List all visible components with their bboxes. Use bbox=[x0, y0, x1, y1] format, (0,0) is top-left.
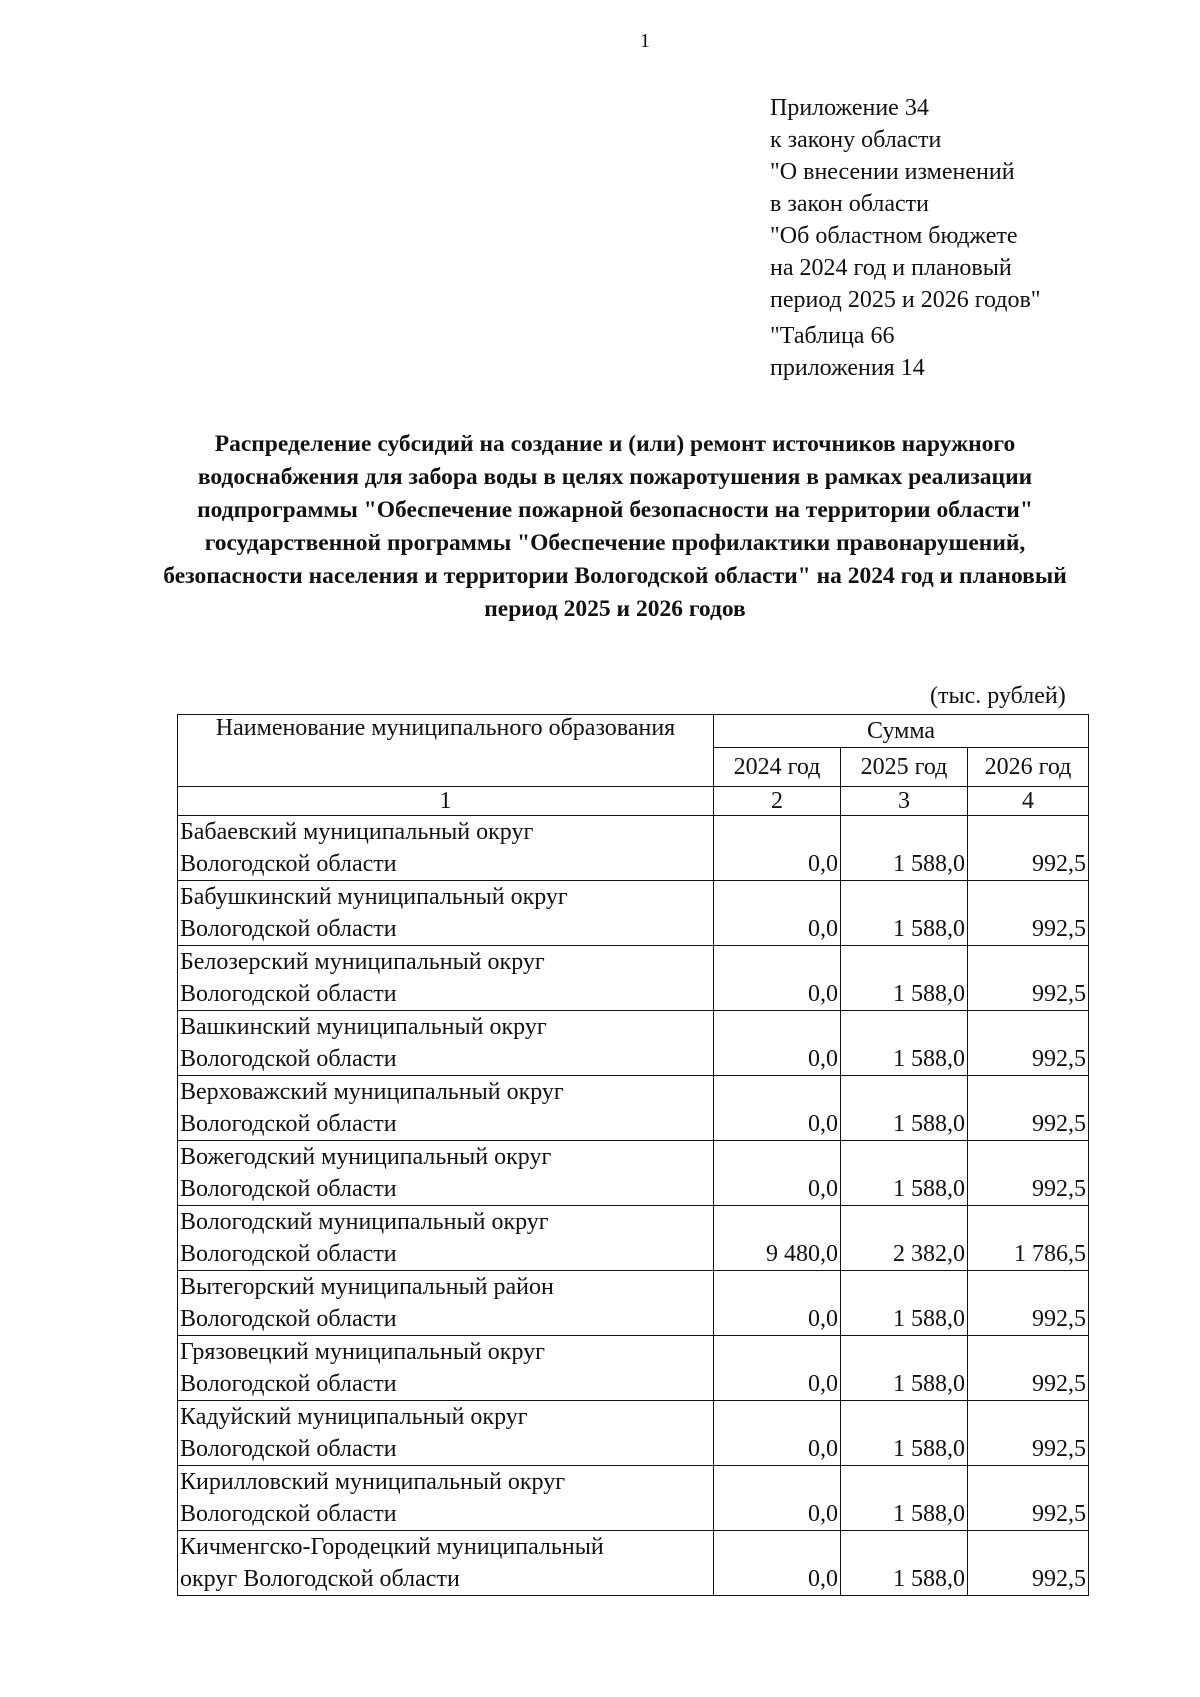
value-2026: 992,5 bbox=[968, 881, 1089, 946]
value-2024: 0,0 bbox=[714, 1141, 841, 1206]
table-row bbox=[178, 1466, 1089, 1531]
value-2025: 1 588,0 bbox=[841, 816, 968, 881]
value-2024: 0,0 bbox=[714, 1401, 841, 1466]
header-sum: Сумма bbox=[714, 715, 1089, 748]
municipality-name: Кичменгско-Городецкий муниципальный округ Вологодской области bbox=[178, 1531, 714, 1596]
table-row bbox=[178, 1141, 1089, 1206]
value-2024: 0,0 bbox=[714, 1076, 841, 1141]
page-number: 1 bbox=[640, 30, 650, 52]
value-2026: 992,5 bbox=[968, 1271, 1089, 1336]
value-2026: 992,5 bbox=[968, 1401, 1089, 1466]
appendix-line: к закону области bbox=[770, 127, 942, 153]
appendix-reference bbox=[770, 92, 1041, 384]
table-row bbox=[178, 1206, 1089, 1271]
value-2026: 992,5 bbox=[968, 816, 1089, 881]
municipality-name: Вологодский муниципальный округ Вологодской области bbox=[178, 1206, 714, 1271]
municipality-name: Верховажский муниципальный округ Вологодской области bbox=[178, 1076, 714, 1141]
value-2026: 992,5 bbox=[968, 1011, 1089, 1076]
appendix-line: на 2024 год и плановый bbox=[770, 255, 1012, 281]
appendix-line: в закон области bbox=[770, 191, 929, 217]
column-number: 3 bbox=[841, 787, 968, 816]
table-row bbox=[178, 1271, 1089, 1336]
value-2026: 992,5 bbox=[968, 1531, 1089, 1596]
value-2025: 1 588,0 bbox=[841, 1076, 968, 1141]
municipality-name: Грязовецкий муниципальный округ Вологодской области bbox=[178, 1336, 714, 1401]
value-2025: 1 588,0 bbox=[841, 1271, 968, 1336]
value-2026: 992,5 bbox=[968, 1141, 1089, 1206]
value-2026: 992,5 bbox=[968, 1336, 1089, 1401]
value-2025: 1 588,0 bbox=[841, 1141, 968, 1206]
column-number: 2 bbox=[714, 787, 841, 816]
value-2026: 992,5 bbox=[968, 1076, 1089, 1141]
value-2025: 1 588,0 bbox=[841, 1531, 968, 1596]
table-row bbox=[178, 1011, 1089, 1076]
header-municipality: Наименование муниципального образования bbox=[178, 715, 714, 787]
value-2026: 992,5 bbox=[968, 1466, 1089, 1531]
column-number: 4 bbox=[968, 787, 1089, 816]
appendix-line: период 2025 и 2026 годов" bbox=[770, 287, 1041, 313]
municipality-name: Бабушкинский муниципальный округ Вологодской области bbox=[178, 881, 714, 946]
value-2025: 1 588,0 bbox=[841, 1466, 968, 1531]
value-2025: 1 588,0 bbox=[841, 1401, 968, 1466]
document-title: Распределение субсидий на создание и (или) ремонт источников наружного водоснабжения для забора воды в целях пожаротушения в рамках реализации подпрограммы "Обеспечение пожарной безопасности на территории области" государственной программы "Обеспечение профилактики правонарушений, безопасности населения и территории Вологодской области" на 2024 год и плановый период 2025 и 2026 годов bbox=[163, 431, 1067, 622]
subsidy-table bbox=[177, 714, 1089, 1596]
value-2025: 1 588,0 bbox=[841, 1336, 968, 1401]
table-row bbox=[178, 816, 1089, 881]
table-row bbox=[178, 1531, 1089, 1596]
value-2024: 0,0 bbox=[714, 1271, 841, 1336]
value-2024: 0,0 bbox=[714, 1531, 841, 1596]
table-row bbox=[178, 1336, 1089, 1401]
municipality-name: Бабаевский муниципальный округ Вологодской области bbox=[178, 816, 714, 881]
table-row bbox=[178, 1401, 1089, 1466]
value-2025: 1 588,0 bbox=[841, 946, 968, 1011]
appendix-line: "О внесении изменений bbox=[770, 159, 1015, 185]
municipality-name: Белозерский муниципальный округ Вологодской области bbox=[178, 946, 714, 1011]
appendix-line: "Об областном бюджете bbox=[770, 223, 1018, 249]
appendix-line: "Таблица 66 bbox=[770, 323, 895, 349]
units-label: (тыс. рублей) bbox=[930, 683, 1066, 709]
value-2025: 1 588,0 bbox=[841, 881, 968, 946]
value-2024: 0,0 bbox=[714, 816, 841, 881]
value-2024: 0,0 bbox=[714, 946, 841, 1011]
value-2025: 2 382,0 bbox=[841, 1206, 968, 1271]
municipality-name: Вытегорский муниципальный район Вологодской области bbox=[178, 1271, 714, 1336]
table-row bbox=[178, 946, 1089, 1011]
table-row bbox=[178, 881, 1089, 946]
header-year-2024: 2024 год bbox=[714, 748, 841, 787]
value-2026: 1 786,5 bbox=[968, 1206, 1089, 1271]
value-2024: 0,0 bbox=[714, 1011, 841, 1076]
value-2024: 0,0 bbox=[714, 881, 841, 946]
municipality-name: Вашкинский муниципальный округ Вологодской области bbox=[178, 1011, 714, 1076]
value-2024: 0,0 bbox=[714, 1466, 841, 1531]
header-year-2025: 2025 год bbox=[841, 748, 968, 787]
value-2025: 1 588,0 bbox=[841, 1011, 968, 1076]
header-year-2026: 2026 год bbox=[968, 748, 1089, 787]
appendix-line: приложения 14 bbox=[770, 355, 925, 381]
municipality-name: Кирилловский муниципальный округ Вологодской области bbox=[178, 1466, 714, 1531]
municipality-name: Вожегодский муниципальный округ Вологодской области bbox=[178, 1141, 714, 1206]
column-number: 1 bbox=[178, 787, 714, 816]
municipality-name: Кадуйский муниципальный округ Вологодской области bbox=[178, 1401, 714, 1466]
appendix-line: Приложение 34 bbox=[770, 95, 929, 121]
value-2024: 0,0 bbox=[714, 1336, 841, 1401]
value-2026: 992,5 bbox=[968, 946, 1089, 1011]
value-2024: 9 480,0 bbox=[714, 1206, 841, 1271]
table-row bbox=[178, 1076, 1089, 1141]
